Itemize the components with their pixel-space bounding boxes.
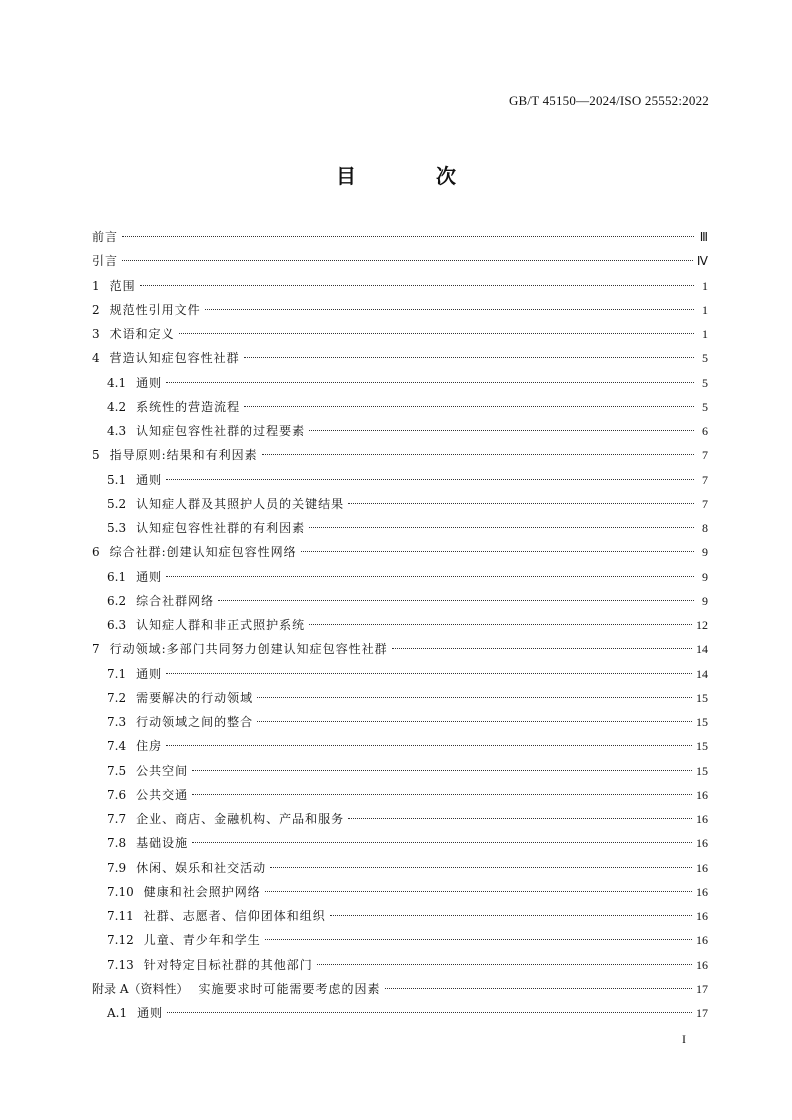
toc-entry-page: 7 bbox=[702, 472, 708, 487]
toc-entry-number: 7 bbox=[92, 642, 100, 657]
toc-entry-number: 2 bbox=[92, 302, 100, 317]
toc-entry-label: 行动领域之间的整合 bbox=[136, 715, 254, 729]
toc-entry-page: 17 bbox=[696, 1006, 708, 1020]
dot-leader bbox=[140, 285, 694, 286]
toc-entry-label: 通则 bbox=[137, 1006, 164, 1020]
toc-entry-label: 认知症包容性社群的有利因素 bbox=[136, 521, 306, 535]
dot-leader bbox=[244, 406, 694, 407]
toc-entry-label: 综合社群网络 bbox=[136, 593, 215, 608]
toc-entry-page: 16 bbox=[696, 836, 708, 851]
toc-entry-label: 健康和社会照护网络 bbox=[143, 884, 261, 899]
dot-leader bbox=[166, 576, 694, 577]
dot-leader bbox=[309, 527, 694, 528]
dot-leader bbox=[309, 430, 694, 431]
toc-entry[interactable] bbox=[92, 225, 708, 249]
toc-entry[interactable] bbox=[92, 831, 708, 855]
page-title: 目 次 bbox=[336, 164, 486, 188]
toc-entry-number: 附录 A（资料性） bbox=[92, 981, 189, 996]
dot-leader bbox=[166, 673, 692, 674]
toc-entry-page: 15 bbox=[696, 763, 708, 778]
toc-entry[interactable] bbox=[92, 419, 708, 443]
toc-entry[interactable] bbox=[92, 274, 708, 298]
toc-entry-number: 7.11 bbox=[107, 909, 134, 923]
toc-entry-page: 16 bbox=[696, 860, 708, 875]
toc-entry-page: 14 bbox=[696, 666, 708, 681]
toc-entry-number: 7.8 bbox=[107, 836, 127, 851]
toc-entry-label: 营造认知症包容性社群 bbox=[109, 351, 240, 366]
toc-entry[interactable] bbox=[92, 395, 708, 419]
toc-entry-label: 公共空间 bbox=[136, 763, 189, 778]
toc-entry-page: 16 bbox=[696, 957, 708, 972]
toc-entry-number: 5 bbox=[92, 448, 100, 463]
toc-entry[interactable] bbox=[92, 1001, 708, 1025]
toc-entry[interactable] bbox=[92, 953, 708, 977]
toc-entry-page: 1 bbox=[702, 302, 708, 317]
dot-leader bbox=[192, 794, 692, 795]
dot-leader bbox=[179, 333, 694, 334]
toc-entry-page: Ⅳ bbox=[696, 254, 708, 269]
toc-entry-number: 4 bbox=[92, 351, 100, 366]
table-of-contents bbox=[92, 225, 708, 1025]
toc-entry-number: 7.13 bbox=[107, 957, 134, 972]
toc-entry-page: 14 bbox=[696, 642, 708, 657]
toc-entry-number: 7.1 bbox=[107, 666, 127, 681]
toc-entry-label: 需要解决的行动领域 bbox=[136, 690, 254, 705]
toc-entry-label: 通则 bbox=[136, 375, 163, 390]
toc-entry[interactable] bbox=[92, 371, 708, 395]
toc-entry[interactable] bbox=[92, 686, 708, 710]
toc-entry-number: 7.2 bbox=[107, 690, 127, 705]
toc-entry-label: 行动领域:多部门共同努力创建认知症包容性社群 bbox=[109, 642, 388, 657]
dot-leader bbox=[265, 939, 692, 940]
toc-entry-number: 3 bbox=[92, 327, 100, 341]
standard-code: GB/T 45150—2024/ISO 25552:2022 bbox=[508, 93, 709, 108]
toc-entry-page: 16 bbox=[696, 812, 708, 826]
toc-entry-page: 1 bbox=[702, 327, 708, 341]
toc-entry-page: 5 bbox=[702, 351, 708, 366]
toc-entry[interactable] bbox=[92, 589, 708, 613]
toc-entry-page: 9 bbox=[702, 569, 708, 584]
toc-entry-page: 16 bbox=[696, 787, 708, 802]
toc-entry-label: 通则 bbox=[136, 569, 163, 584]
toc-entry-number: 7.3 bbox=[107, 715, 127, 729]
toc-entry-label: 前言 bbox=[92, 230, 119, 244]
toc-entry-label: 认知症包容性社群的过程要素 bbox=[136, 424, 306, 438]
toc-entry[interactable] bbox=[92, 613, 708, 637]
toc-entry-page: 15 bbox=[696, 739, 708, 754]
toc-entry-number: 5.1 bbox=[107, 472, 127, 487]
toc-entry-page: 12 bbox=[696, 618, 708, 632]
toc-entry-page: 15 bbox=[696, 715, 708, 729]
toc-entry[interactable] bbox=[92, 249, 708, 273]
toc-entry[interactable] bbox=[92, 783, 708, 807]
toc-entry-number: 4.3 bbox=[107, 424, 127, 438]
toc-entry-label: 社群、志愿者、信仰团体和组织 bbox=[143, 909, 326, 923]
toc-entry-number: 6 bbox=[92, 545, 100, 560]
dot-leader bbox=[257, 697, 692, 698]
dot-leader bbox=[270, 867, 692, 868]
toc-entry-number: 6.3 bbox=[107, 618, 127, 632]
dot-leader bbox=[348, 503, 694, 504]
dot-leader bbox=[385, 988, 693, 989]
toc-entry[interactable] bbox=[92, 298, 708, 322]
toc-entry-label: 范围 bbox=[109, 278, 136, 293]
dot-leader bbox=[205, 309, 694, 310]
toc-entry-page: 17 bbox=[696, 981, 708, 996]
toc-entry[interactable] bbox=[92, 322, 708, 346]
dot-leader bbox=[166, 479, 694, 480]
toc-entry[interactable] bbox=[92, 540, 708, 564]
toc-entry-label: 通则 bbox=[136, 666, 163, 681]
dot-leader bbox=[265, 891, 692, 892]
toc-entry-page: 8 bbox=[702, 521, 708, 535]
toc-entry-number: 1 bbox=[92, 278, 100, 293]
toc-entry[interactable] bbox=[92, 443, 708, 467]
toc-entry-page: 15 bbox=[696, 690, 708, 705]
page-number: I bbox=[682, 1032, 686, 1046]
toc-entry-page: 6 bbox=[702, 424, 708, 438]
dot-leader bbox=[192, 770, 692, 771]
toc-entry-number: 4.1 bbox=[107, 375, 127, 390]
toc-entry-label: 休闲、娱乐和社交活动 bbox=[136, 860, 267, 875]
toc-entry-number: 7.10 bbox=[107, 884, 134, 899]
dot-leader bbox=[262, 454, 694, 455]
toc-entry-number: 7.4 bbox=[107, 739, 127, 754]
toc-entry[interactable] bbox=[92, 734, 708, 758]
toc-entry-label: 指导原则:结果和有利因素 bbox=[109, 448, 258, 463]
toc-entry[interactable] bbox=[92, 904, 708, 928]
toc-entry[interactable] bbox=[92, 977, 708, 1001]
dot-leader bbox=[348, 818, 692, 819]
toc-entry-number: 7.12 bbox=[107, 933, 134, 948]
dot-leader bbox=[301, 551, 694, 552]
toc-entry-page: 7 bbox=[702, 496, 708, 511]
toc-entry-number: 5.2 bbox=[107, 496, 127, 511]
toc-entry[interactable] bbox=[92, 928, 708, 952]
toc-entry-label: 规范性引用文件 bbox=[109, 302, 201, 317]
toc-entry[interactable] bbox=[92, 856, 708, 880]
toc-entry-number: 6.2 bbox=[107, 593, 127, 608]
dot-leader bbox=[218, 600, 694, 601]
dot-leader bbox=[257, 721, 692, 722]
toc-entry[interactable] bbox=[92, 346, 708, 370]
toc-entry[interactable] bbox=[92, 662, 708, 686]
toc-entry[interactable] bbox=[92, 880, 708, 904]
dot-leader bbox=[192, 842, 692, 843]
toc-entry[interactable] bbox=[92, 516, 708, 540]
toc-entry-page: 16 bbox=[696, 933, 708, 948]
dot-leader bbox=[122, 236, 694, 237]
toc-entry-label: 系统性的营造流程 bbox=[136, 399, 241, 414]
toc-entry-page: 5 bbox=[702, 375, 708, 390]
toc-entry[interactable] bbox=[92, 807, 708, 831]
toc-entry-number: 5.3 bbox=[107, 521, 127, 535]
toc-entry-label: 公共交通 bbox=[136, 787, 189, 802]
toc-entry-number: 7.9 bbox=[107, 860, 127, 875]
toc-entry-page: 5 bbox=[702, 399, 708, 414]
toc-entry-page: 9 bbox=[702, 545, 708, 560]
toc-entry[interactable] bbox=[92, 468, 708, 492]
dot-leader bbox=[167, 1012, 692, 1013]
toc-entry-label: 儿童、青少年和学生 bbox=[143, 933, 261, 948]
dot-leader bbox=[330, 915, 692, 916]
toc-entry-number: 7.6 bbox=[107, 787, 127, 802]
toc-entry-page: 16 bbox=[696, 884, 708, 899]
dot-leader bbox=[166, 745, 692, 746]
toc-entry-label: 企业、商店、金融机构、产品和服务 bbox=[136, 812, 345, 826]
toc-entry-label: 认知症人群及其照护人员的关键结果 bbox=[136, 496, 345, 511]
dot-leader bbox=[317, 964, 692, 965]
toc-entry-page: 1 bbox=[702, 278, 708, 293]
toc-entry-label: 引言 bbox=[92, 254, 119, 269]
toc-entry-number: 7.7 bbox=[107, 812, 127, 826]
dot-leader bbox=[166, 382, 694, 383]
toc-entry[interactable] bbox=[92, 637, 708, 661]
toc-entry-number: 4.2 bbox=[107, 399, 127, 414]
toc-entry-label: 基础设施 bbox=[136, 836, 189, 851]
toc-entry-label: 综合社群:创建认知症包容性网络 bbox=[109, 545, 297, 560]
toc-entry-page: Ⅲ bbox=[699, 230, 708, 244]
toc-entry-number: 7.5 bbox=[107, 763, 127, 778]
toc-entry-label: 认知症人群和非正式照护系统 bbox=[136, 618, 306, 632]
dot-leader bbox=[244, 357, 694, 358]
dot-leader bbox=[392, 648, 692, 649]
dot-leader bbox=[122, 260, 693, 261]
toc-entry[interactable] bbox=[92, 710, 708, 734]
toc-entry-label: 针对特定目标社群的其他部门 bbox=[143, 957, 313, 972]
toc-entry-number: A.1 bbox=[107, 1006, 128, 1020]
toc-entry[interactable] bbox=[92, 759, 708, 783]
toc-entry-label: 住房 bbox=[136, 739, 163, 754]
toc-entry-label: 通则 bbox=[136, 472, 163, 487]
toc-entry-label: 实施要求时可能需要考虑的因素 bbox=[198, 981, 381, 996]
toc-entry-page: 9 bbox=[702, 593, 708, 608]
dot-leader bbox=[309, 624, 692, 625]
toc-entry[interactable] bbox=[92, 492, 708, 516]
toc-entry[interactable] bbox=[92, 565, 708, 589]
toc-entry-page: 7 bbox=[702, 448, 708, 463]
toc-entry-page: 16 bbox=[696, 909, 708, 923]
toc-entry-number: 6.1 bbox=[107, 569, 127, 584]
toc-entry-label: 术语和定义 bbox=[109, 327, 175, 341]
